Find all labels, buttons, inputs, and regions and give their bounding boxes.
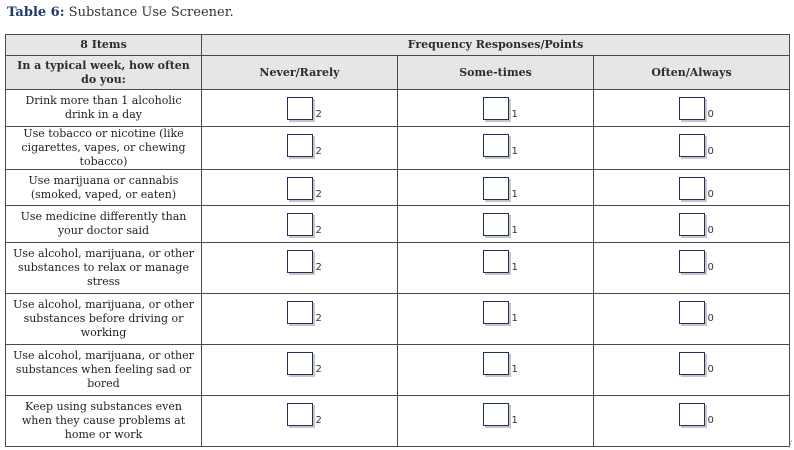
response-checkbox[interactable] [287,403,313,426]
response-checkbox[interactable] [679,134,705,157]
response-cell-never [202,206,398,243]
points-value: 1 [511,225,518,236]
response-cell-never [202,243,398,294]
response-cell-never [202,396,398,447]
response-cell-often [594,294,790,345]
response-checkbox[interactable] [483,134,509,157]
table-header [6,35,790,90]
option-header-sometimes: Some-times [398,56,594,90]
table-caption-text: Substance Use Screener. [68,5,234,20]
points-value: 0 [707,313,714,324]
response-checkbox[interactable] [483,301,509,324]
response-checkbox[interactable] [483,97,509,120]
points-value: 2 [315,146,322,157]
table-row [6,243,790,294]
points-value: 2 [315,189,322,200]
response-cell-sometimes [398,345,594,396]
response-option [483,134,519,160]
points-value: 1 [511,146,518,157]
response-cell-often [594,127,790,170]
response-cell-never [202,90,398,127]
response-cell-sometimes [398,170,594,206]
points-value: 1 [511,415,518,426]
response-cell-often [594,170,790,206]
points-value: 2 [315,109,322,120]
response-cell-often [594,396,790,447]
response-checkbox[interactable] [287,134,313,157]
option-header-never: Never/Rarely [202,56,398,90]
table-row [6,90,790,127]
points-value: 2 [315,262,322,273]
response-option [287,403,323,429]
response-option [679,301,715,327]
response-checkbox[interactable] [483,352,509,375]
response-checkbox[interactable] [287,97,313,120]
response-checkbox[interactable] [679,301,705,324]
points-value: 0 [707,225,714,236]
item-text: Use marijuana or cannabis (smoked, vaped, or eaten) [6,170,202,206]
table-row [6,294,790,345]
response-cell-sometimes [398,127,594,170]
response-checkbox[interactable] [287,301,313,324]
response-cell-often [594,345,790,396]
response-option [483,352,519,378]
table-row [6,170,790,206]
subheader-row [6,56,790,90]
points-value: 0 [707,189,714,200]
response-cell-never [202,345,398,396]
response-option [679,352,715,378]
items-header: 8 Items [6,35,202,56]
response-cell-sometimes [398,294,594,345]
item-text: Use alcohol, marijuana, or other substances to relax or manage stress [6,243,202,294]
response-checkbox[interactable] [679,403,705,426]
response-cell-sometimes [398,206,594,243]
response-option [287,97,323,123]
response-option [287,301,323,327]
header-row [6,35,790,56]
points-value: 0 [707,262,714,273]
response-checkbox[interactable] [287,213,313,236]
item-text: Use medicine differently than your doctor said [6,206,202,243]
points-value: 1 [511,189,518,200]
points-value: 1 [511,109,518,120]
response-cell-never [202,170,398,206]
response-checkbox[interactable] [483,403,509,426]
substance-use-screener-table [5,34,790,447]
response-option [483,213,519,239]
response-checkbox[interactable] [679,352,705,375]
response-checkbox[interactable] [483,177,509,200]
points-value: 0 [707,415,714,426]
response-option [679,403,715,429]
response-cell-never [202,294,398,345]
response-option [483,250,519,276]
table-row [6,127,790,170]
response-checkbox[interactable] [483,250,509,273]
table-row [6,396,790,447]
response-cell-often [594,243,790,294]
points-value: 1 [511,313,518,324]
item-text: Use alcohol, marijuana, or other substances when feeling sad or bored [6,345,202,396]
response-option [483,177,519,203]
response-option [287,213,323,239]
points-value: 0 [707,364,714,375]
table-caption [7,5,234,20]
corner-mark: / [789,440,793,450]
table-row [6,206,790,243]
points-value: 2 [315,364,322,375]
response-option [679,213,715,239]
response-cell-sometimes [398,243,594,294]
points-value: 0 [707,109,714,120]
table-body [6,90,790,447]
response-option [287,134,323,160]
response-cell-sometimes [398,90,594,127]
points-value: 2 [315,313,322,324]
item-text: Use alcohol, marijuana, or other substances before driving or working [6,294,202,345]
response-option [483,301,519,327]
response-option [679,97,715,123]
response-checkbox[interactable] [287,250,313,273]
points-value: 0 [707,146,714,157]
response-option [679,134,715,160]
response-cell-never [202,127,398,170]
response-checkbox[interactable] [679,177,705,200]
response-checkbox[interactable] [287,177,313,200]
response-option [483,403,519,429]
table-row [6,345,790,396]
response-cell-sometimes [398,396,594,447]
response-cell-often [594,90,790,127]
response-checkbox[interactable] [679,250,705,273]
question-header: In a typical week, how often do you: [6,56,202,90]
table-caption-label: Table 6: [7,5,65,20]
points-value: 2 [315,415,322,426]
response-option [679,177,715,203]
points-value: 1 [511,364,518,375]
response-option [287,177,323,203]
responses-header: Frequency Responses/Points [202,35,790,56]
response-option [287,352,323,378]
response-option [679,250,715,276]
response-option [287,250,323,276]
points-value: 1 [511,262,518,273]
response-checkbox[interactable] [679,97,705,120]
item-text: Use tobacco or nicotine (like cigarettes, vapes, or chewing tobacco) [6,127,202,170]
response-cell-often [594,206,790,243]
response-checkbox[interactable] [483,213,509,236]
response-checkbox[interactable] [679,213,705,236]
option-header-often: Often/Always [594,56,790,90]
points-value: 2 [315,225,322,236]
item-text: Keep using substances even when they cause problems at home or work [6,396,202,447]
response-checkbox[interactable] [287,352,313,375]
item-text: Drink more than 1 alcoholic drink in a day [6,90,202,127]
response-option [483,97,519,123]
